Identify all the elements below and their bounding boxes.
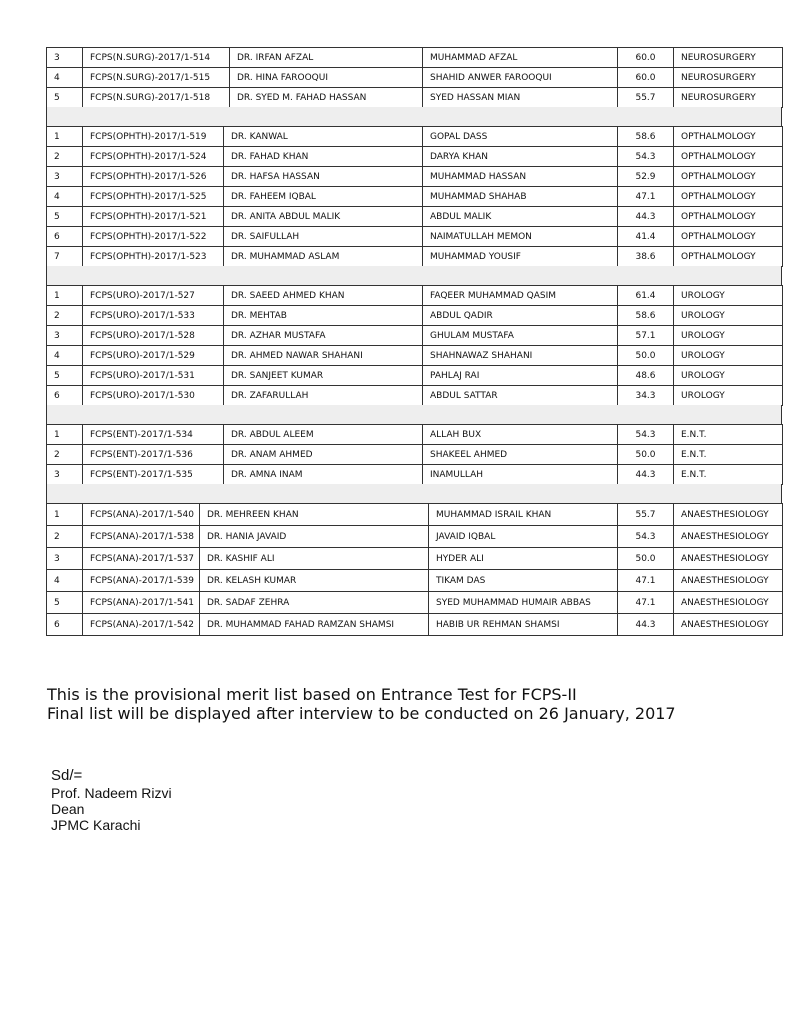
father-name-cell: MUHAMMAD AFZAL xyxy=(423,48,618,68)
marks-cell: 38.6 xyxy=(618,247,674,267)
candidate-name-cell: DR. ANAM AHMED xyxy=(224,445,423,465)
ent-section xyxy=(46,424,782,485)
specialty-cell: NEUROSURGERY xyxy=(674,48,783,68)
table-row xyxy=(47,346,783,366)
marks-cell: 47.1 xyxy=(618,187,674,207)
table-row xyxy=(47,68,783,88)
serial-number-cell: 2 xyxy=(47,526,83,548)
ophthalmology-section xyxy=(46,126,782,267)
specialty-cell: OPTHALMOLOGY xyxy=(674,227,783,247)
signatory-title: Dean xyxy=(51,801,85,817)
footer-line-2: Final list will be displayed after interview to be conducted on 26 January, 2017 xyxy=(47,704,676,723)
candidate-name-cell: DR. AMNA INAM xyxy=(224,465,423,485)
serial-number-cell: 4 xyxy=(47,570,83,592)
table-row xyxy=(47,592,783,614)
serial-number-cell: 3 xyxy=(47,548,83,570)
urology-table xyxy=(46,285,783,406)
candidate-name-cell: DR. HAFSA HASSAN xyxy=(224,167,423,187)
table-row xyxy=(47,548,783,570)
roll-number-cell: FCPS(ENT)-2017/1-536 xyxy=(83,445,224,465)
specialty-cell: UROLOGY xyxy=(674,386,783,406)
specialty-cell: NEUROSURGERY xyxy=(674,68,783,88)
roll-number-cell: FCPS(URO)-2017/1-530 xyxy=(83,386,224,406)
serial-number-cell: 1 xyxy=(47,127,83,147)
father-name-cell: GOPAL DASS xyxy=(423,127,618,147)
marks-cell: 54.3 xyxy=(618,147,674,167)
roll-number-cell: FCPS(N.SURG)-2017/1-518 xyxy=(83,88,230,108)
father-name-cell: ABDUL MALIK xyxy=(423,207,618,227)
marks-cell: 55.7 xyxy=(618,88,674,108)
candidate-name-cell: DR. FAHAD KHAN xyxy=(224,147,423,167)
father-name-cell: NAIMATULLAH MEMON xyxy=(423,227,618,247)
candidate-name-cell: DR. SAIFULLAH xyxy=(224,227,423,247)
neurosurgery-section xyxy=(46,47,782,108)
candidate-name-cell: DR. SYED M. FAHAD HASSAN xyxy=(230,88,423,108)
marks-cell: 47.1 xyxy=(618,592,674,614)
serial-number-cell: 6 xyxy=(47,227,83,247)
serial-number-cell: 4 xyxy=(47,346,83,366)
roll-number-cell: FCPS(ANA)-2017/1-538 xyxy=(83,526,200,548)
table-row xyxy=(47,504,783,526)
serial-number-cell: 3 xyxy=(47,48,83,68)
candidate-name-cell: DR. KELASH KUMAR xyxy=(200,570,429,592)
marks-cell: 44.3 xyxy=(618,207,674,227)
marks-cell: 58.6 xyxy=(618,306,674,326)
specialty-cell: UROLOGY xyxy=(674,286,783,306)
father-name-cell: GHULAM MUSTAFA xyxy=(423,326,618,346)
table-row xyxy=(47,167,783,187)
specialty-cell: UROLOGY xyxy=(674,366,783,386)
table-row xyxy=(47,326,783,346)
marks-cell: 41.4 xyxy=(618,227,674,247)
roll-number-cell: FCPS(OPHTH)-2017/1-522 xyxy=(83,227,224,247)
serial-number-cell: 5 xyxy=(47,366,83,386)
candidate-name-cell: DR. AHMED NAWAR SHAHANI xyxy=(224,346,423,366)
father-name-cell: SYED HASSAN MIAN xyxy=(423,88,618,108)
candidate-name-cell: DR. SAEED AHMED KHAN xyxy=(224,286,423,306)
roll-number-cell: FCPS(URO)-2017/1-531 xyxy=(83,366,224,386)
specialty-cell: E.N.T. xyxy=(674,445,783,465)
urology-section xyxy=(46,285,782,406)
specialty-cell: ANAESTHESIOLOGY xyxy=(674,526,783,548)
serial-number-cell: 2 xyxy=(47,445,83,465)
candidate-name-cell: DR. MEHREEN KHAN xyxy=(200,504,429,526)
marks-cell: 57.1 xyxy=(618,326,674,346)
marks-cell: 60.0 xyxy=(618,68,674,88)
roll-number-cell: FCPS(URO)-2017/1-533 xyxy=(83,306,224,326)
father-name-cell: SHAHID ANWER FAROOQUI xyxy=(423,68,618,88)
roll-number-cell: FCPS(URO)-2017/1-528 xyxy=(83,326,224,346)
roll-number-cell: FCPS(ANA)-2017/1-539 xyxy=(83,570,200,592)
table-row xyxy=(47,445,783,465)
signature-mark: Sd/= xyxy=(51,767,83,784)
marks-cell: 50.0 xyxy=(618,346,674,366)
marks-cell: 34.3 xyxy=(618,386,674,406)
roll-number-cell: FCPS(ANA)-2017/1-540 xyxy=(83,504,200,526)
father-name-cell: ABDUL QADIR xyxy=(423,306,618,326)
marks-cell: 54.3 xyxy=(618,526,674,548)
roll-number-cell: FCPS(N.SURG)-2017/1-515 xyxy=(83,68,230,88)
table-row xyxy=(47,187,783,207)
section-separator xyxy=(46,484,782,503)
candidate-name-cell: DR. SANJEET KUMAR xyxy=(224,366,423,386)
serial-number-cell: 5 xyxy=(47,207,83,227)
table-row xyxy=(47,227,783,247)
serial-number-cell: 1 xyxy=(47,504,83,526)
father-name-cell: MUHAMMAD ISRAIL KHAN xyxy=(429,504,618,526)
candidate-name-cell: DR. IRFAN AFZAL xyxy=(230,48,423,68)
roll-number-cell: FCPS(OPHTH)-2017/1-524 xyxy=(83,147,224,167)
marks-cell: 61.4 xyxy=(618,286,674,306)
neurosurgery-table xyxy=(46,47,783,108)
table-row xyxy=(47,147,783,167)
roll-number-cell: FCPS(OPHTH)-2017/1-519 xyxy=(83,127,224,147)
footer-line-1: This is the provisional merit list based on Entrance Test for FCPS-II xyxy=(47,685,577,704)
father-name-cell: MUHAMMAD YOUSIF xyxy=(423,247,618,267)
marks-cell: 60.0 xyxy=(618,48,674,68)
specialty-cell: UROLOGY xyxy=(674,306,783,326)
father-name-cell: ABDUL SATTAR xyxy=(423,386,618,406)
serial-number-cell: 5 xyxy=(47,88,83,108)
specialty-cell: OPTHALMOLOGY xyxy=(674,247,783,267)
specialty-cell: E.N.T. xyxy=(674,465,783,485)
roll-number-cell: FCPS(URO)-2017/1-527 xyxy=(83,286,224,306)
serial-number-cell: 4 xyxy=(47,68,83,88)
serial-number-cell: 5 xyxy=(47,592,83,614)
marks-cell: 47.1 xyxy=(618,570,674,592)
signature-block xyxy=(51,767,172,833)
ophthalmology-table xyxy=(46,126,783,267)
roll-number-cell: FCPS(OPHTH)-2017/1-526 xyxy=(83,167,224,187)
candidate-name-cell: DR. ABDUL ALEEM xyxy=(224,425,423,445)
serial-number-cell: 2 xyxy=(47,147,83,167)
candidate-name-cell: DR. ANITA ABDUL MALIK xyxy=(224,207,423,227)
candidate-name-cell: DR. FAHEEM IQBAL xyxy=(224,187,423,207)
table-row xyxy=(47,48,783,68)
table-row xyxy=(47,366,783,386)
marks-cell: 50.0 xyxy=(618,445,674,465)
anaesthesiology-table xyxy=(46,503,783,636)
table-row xyxy=(47,386,783,406)
father-name-cell: MUHAMMAD HASSAN xyxy=(423,167,618,187)
father-name-cell: TIKAM DAS xyxy=(429,570,618,592)
section-separator xyxy=(46,266,782,285)
serial-number-cell: 3 xyxy=(47,326,83,346)
marks-cell: 55.7 xyxy=(618,504,674,526)
table-row xyxy=(47,88,783,108)
marks-cell: 54.3 xyxy=(618,425,674,445)
roll-number-cell: FCPS(URO)-2017/1-529 xyxy=(83,346,224,366)
marks-cell: 44.3 xyxy=(618,465,674,485)
roll-number-cell: FCPS(ANA)-2017/1-537 xyxy=(83,548,200,570)
table-row xyxy=(47,614,783,636)
father-name-cell: SHAKEEL AHMED xyxy=(423,445,618,465)
table-row xyxy=(47,247,783,267)
table-row xyxy=(47,570,783,592)
serial-number-cell: 2 xyxy=(47,306,83,326)
marks-cell: 50.0 xyxy=(618,548,674,570)
table-row xyxy=(47,425,783,445)
specialty-cell: OPTHALMOLOGY xyxy=(674,167,783,187)
father-name-cell: DARYA KHAN xyxy=(423,147,618,167)
father-name-cell: SHAHNAWAZ SHAHANI xyxy=(423,346,618,366)
signatory-name: Prof. Nadeem Rizvi xyxy=(51,785,172,801)
candidate-name-cell: DR. HANIA JAVAID xyxy=(200,526,429,548)
serial-number-cell: 1 xyxy=(47,286,83,306)
candidate-name-cell: DR. MUHAMMAD ASLAM xyxy=(224,247,423,267)
marks-cell: 44.3 xyxy=(618,614,674,636)
roll-number-cell: FCPS(OPHTH)-2017/1-523 xyxy=(83,247,224,267)
roll-number-cell: FCPS(ENT)-2017/1-534 xyxy=(83,425,224,445)
table-row xyxy=(47,465,783,485)
marks-cell: 52.9 xyxy=(618,167,674,187)
ent-table xyxy=(46,424,783,485)
specialty-cell: OPTHALMOLOGY xyxy=(674,207,783,227)
father-name-cell: HYDER ALI xyxy=(429,548,618,570)
candidate-name-cell: DR. AZHAR MUSTAFA xyxy=(224,326,423,346)
table-row xyxy=(47,526,783,548)
father-name-cell: SYED MUHAMMAD HUMAIR ABBAS xyxy=(429,592,618,614)
section-separator xyxy=(46,405,782,424)
table-row xyxy=(47,207,783,227)
specialty-cell: E.N.T. xyxy=(674,425,783,445)
candidate-name-cell: DR. KASHIF ALI xyxy=(200,548,429,570)
table-row xyxy=(47,286,783,306)
candidate-name-cell: DR. MUHAMMAD FAHAD RAMZAN SHAMSI xyxy=(200,614,429,636)
candidate-name-cell: DR. HINA FAROOQUI xyxy=(230,68,423,88)
candidate-name-cell: DR. KANWAL xyxy=(224,127,423,147)
candidate-name-cell: DR. SADAF ZEHRA xyxy=(200,592,429,614)
specialty-cell: UROLOGY xyxy=(674,326,783,346)
specialty-cell: ANAESTHESIOLOGY xyxy=(674,570,783,592)
serial-number-cell: 6 xyxy=(47,614,83,636)
specialty-cell: OPTHALMOLOGY xyxy=(674,147,783,167)
table-row xyxy=(47,127,783,147)
candidate-name-cell: DR. ZAFARULLAH xyxy=(224,386,423,406)
father-name-cell: HABIB UR REHMAN SHAMSI xyxy=(429,614,618,636)
specialty-cell: ANAESTHESIOLOGY xyxy=(674,548,783,570)
specialty-cell: NEUROSURGERY xyxy=(674,88,783,108)
serial-number-cell: 7 xyxy=(47,247,83,267)
serial-number-cell: 6 xyxy=(47,386,83,406)
specialty-cell: ANAESTHESIOLOGY xyxy=(674,592,783,614)
table-row xyxy=(47,306,783,326)
roll-number-cell: FCPS(OPHTH)-2017/1-521 xyxy=(83,207,224,227)
father-name-cell: ALLAH BUX xyxy=(423,425,618,445)
roll-number-cell: FCPS(OPHTH)-2017/1-525 xyxy=(83,187,224,207)
roll-number-cell: FCPS(ANA)-2017/1-541 xyxy=(83,592,200,614)
serial-number-cell: 3 xyxy=(47,465,83,485)
section-separator xyxy=(46,107,782,126)
roll-number-cell: FCPS(ENT)-2017/1-535 xyxy=(83,465,224,485)
specialty-cell: ANAESTHESIOLOGY xyxy=(674,614,783,636)
signatory-institution: JPMC Karachi xyxy=(51,817,141,833)
father-name-cell: INAMULLAH xyxy=(423,465,618,485)
father-name-cell: JAVAID IQBAL xyxy=(429,526,618,548)
serial-number-cell: 3 xyxy=(47,167,83,187)
specialty-cell: ANAESTHESIOLOGY xyxy=(674,504,783,526)
serial-number-cell: 1 xyxy=(47,425,83,445)
specialty-cell: OPTHALMOLOGY xyxy=(674,187,783,207)
father-name-cell: PAHLAJ RAI xyxy=(423,366,618,386)
father-name-cell: FAQEER MUHAMMAD QASIM xyxy=(423,286,618,306)
specialty-cell: UROLOGY xyxy=(674,346,783,366)
marks-cell: 58.6 xyxy=(618,127,674,147)
roll-number-cell: FCPS(ANA)-2017/1-542 xyxy=(83,614,200,636)
serial-number-cell: 4 xyxy=(47,187,83,207)
provisional-note xyxy=(47,685,676,723)
father-name-cell: MUHAMMAD SHAHAB xyxy=(423,187,618,207)
marks-cell: 48.6 xyxy=(618,366,674,386)
candidate-name-cell: DR. MEHTAB xyxy=(224,306,423,326)
specialty-cell: OPTHALMOLOGY xyxy=(674,127,783,147)
roll-number-cell: FCPS(N.SURG)-2017/1-514 xyxy=(83,48,230,68)
anaesthesiology-section xyxy=(46,503,782,636)
